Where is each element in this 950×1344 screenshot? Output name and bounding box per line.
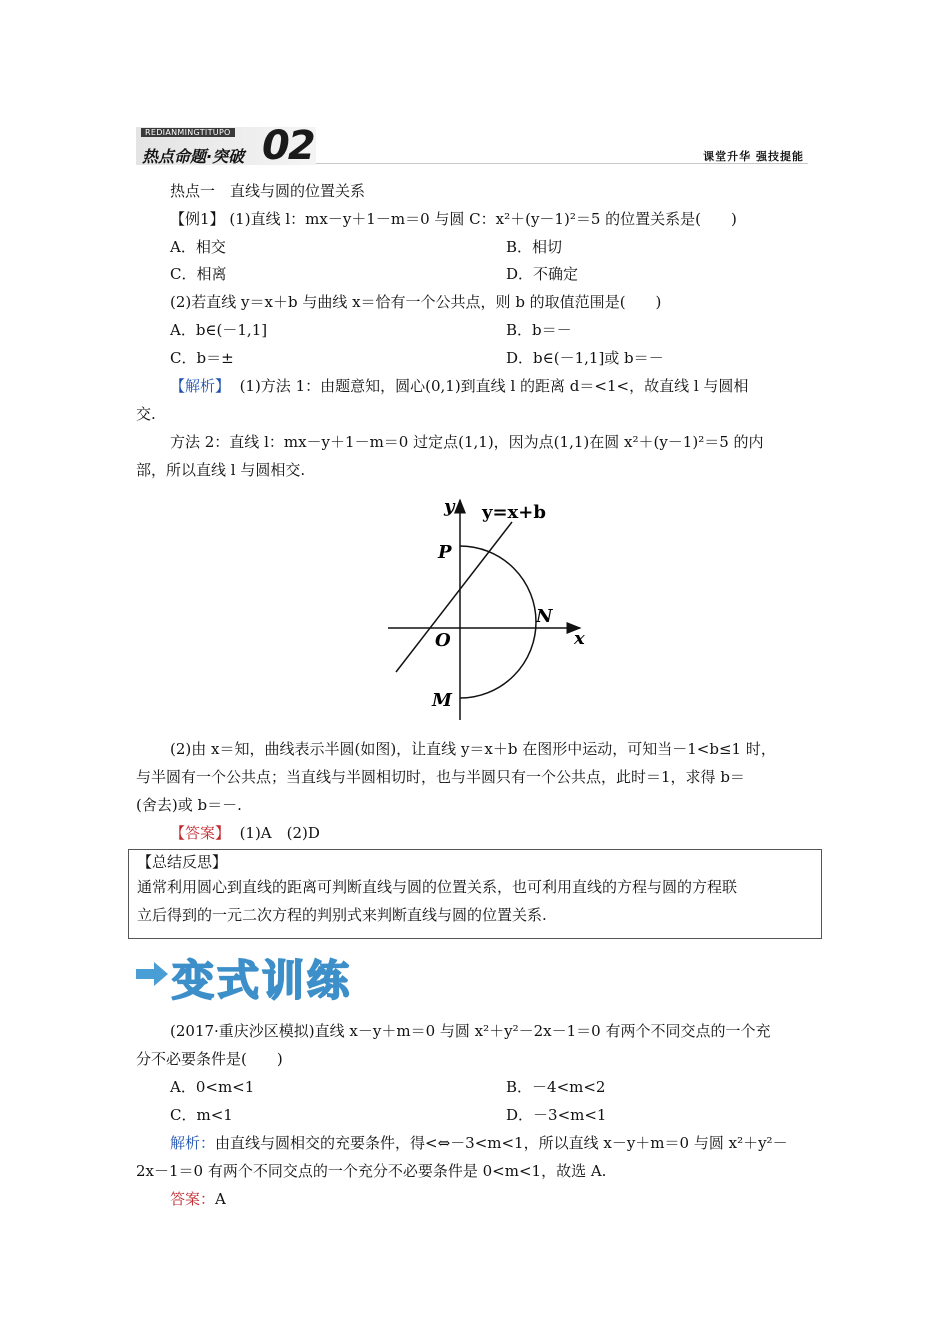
q2-option-a: A．b∈(－1,1] xyxy=(170,321,268,339)
q1-option-d: D．不确定 xyxy=(506,265,579,283)
variant-title: 变式训练 xyxy=(172,956,353,1005)
example-tag: 【例1】 xyxy=(170,210,225,228)
exercise-analysis-tag: 解析： xyxy=(170,1134,216,1152)
q2-option-c: C．b＝± xyxy=(170,349,234,367)
example-q1-text: (1)直线 l：mx－y＋1－m＝0 与圆 C：x²＋(y－1)²＝5 的位置关系是( ) xyxy=(229,210,737,228)
summary-title: 【总结反思】 xyxy=(137,853,228,871)
summary-box xyxy=(128,849,822,939)
hotspot-title: 热点一 直线与圆的位置关系 xyxy=(170,182,366,200)
exercise-option-b: B．－4<m<2 xyxy=(506,1078,606,1096)
analysis-line-6: 与半圆有一个公共点；当直线与半圆相切时，也与半圆只有一个公共点，此时＝1，求得 b＝ xyxy=(136,768,745,786)
analysis-line-1 xyxy=(170,375,748,397)
analysis-text-1: (1)方法 1：由题意知，圆心(0,1)到直线 l 的距离 d＝<1<，故直线 l 与圆相 xyxy=(239,377,749,395)
exercise-question-2: 分不必要条件是( ) xyxy=(136,1050,283,1068)
q1-option-b: B．相切 xyxy=(506,238,563,256)
banner-right-label: 课堂升华 强技提能 xyxy=(703,150,804,163)
line-label: y=x+b xyxy=(482,502,546,523)
summary-line-2: 立后得到的一元二次方程的判别式来判断直线与圆的位置关系. xyxy=(137,906,547,924)
exercise-answer-text: A xyxy=(215,1190,226,1208)
q1-option-a: A．相交 xyxy=(170,238,226,256)
variant-training-header xyxy=(136,944,396,1004)
analysis-line-5: (2)由 x＝知，曲线表示半圆(如图)，让直线 y＝x＋b 在图形中运动，可知当－1<b≤1 时， xyxy=(170,740,776,758)
example-q2-text: (2)若直线 y＝x＋b 与曲线 x＝恰有一个公共点，则 b 的取值范围是( ) xyxy=(170,293,662,311)
y-axis-label: y xyxy=(444,496,455,517)
arrow-right-icon xyxy=(136,960,170,988)
analysis-line-3: 方法 2：直线 l：mx－y＋1－m＝0 过定点(1,1)，因为点(1,1)在圆 x²＋(y－1)²＝5 的内 xyxy=(170,433,764,451)
exercise-analysis-line-2: 2x－1＝0 有两个不同交点的一个充分不必要条件是 0<m<1，故选 A. xyxy=(136,1162,607,1180)
line-y-x-b xyxy=(396,522,512,672)
q1-option-c: C．相离 xyxy=(170,265,227,283)
banner-small-label: REDIANMINGTITUPO xyxy=(141,128,235,137)
origin-label: O xyxy=(435,630,451,651)
point-n-label: N xyxy=(536,606,553,627)
semicircle-figure xyxy=(380,488,600,728)
point-m-label: M xyxy=(432,690,452,711)
x-axis-label: x xyxy=(574,628,585,649)
exercise-option-a: A．0<m<1 xyxy=(170,1078,255,1096)
exercise-option-d: D．－3<m<1 xyxy=(506,1106,607,1124)
answer-text: (1)A (2)D xyxy=(239,824,320,842)
answer-line xyxy=(170,822,320,844)
summary-line-1: 通常利用圆心到直线的距离可判断直线与圆的位置关系，也可利用直线的方程与圆的方程联 xyxy=(137,878,738,896)
section-banner xyxy=(136,123,808,169)
analysis-line-2: 交. xyxy=(136,405,156,423)
analysis-tag: 【解析】 xyxy=(170,377,231,395)
exercise-question-1: (2017·重庆沙区模拟)直线 x－y＋m＝0 与圆 x²＋y²－2x－1＝0 有两个不同交点的一个充 xyxy=(170,1022,771,1040)
banner-number: 02 xyxy=(262,123,314,169)
answer-tag: 【答案】 xyxy=(170,824,231,842)
analysis-line-4: 部，所以直线 l 与圆相交. xyxy=(136,461,306,479)
exercise-answer-line xyxy=(170,1188,226,1210)
exercise-answer-tag: 答案： xyxy=(170,1190,216,1208)
semicircle-curve xyxy=(460,546,536,698)
point-p-label: P xyxy=(438,542,452,563)
exercise-option-c: C．m<1 xyxy=(170,1106,233,1124)
exercise-analysis-line-1 xyxy=(170,1132,788,1154)
q2-option-d: D．b∈(－1,1]或 b＝－ xyxy=(506,349,664,367)
q2-option-b: B．b＝－ xyxy=(506,321,572,339)
exercise-analysis-text-1: 由直线与圆相交的充要条件，得<⇔－3<m<1，所以直线 x－y＋m＝0 与圆 x²＋y²－ xyxy=(215,1134,788,1152)
banner-title: 热点命题·突破 xyxy=(142,147,245,166)
analysis-line-7: (舍去)或 b＝－. xyxy=(136,796,242,814)
example-question-1 xyxy=(170,208,737,230)
